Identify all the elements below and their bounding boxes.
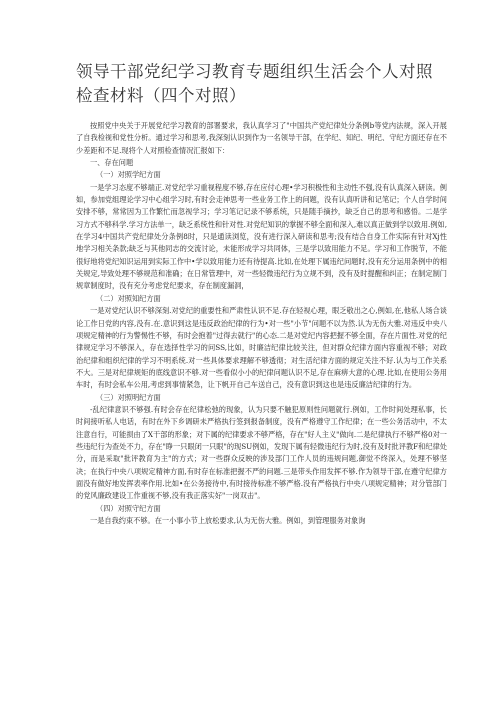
document-title: 领导干部党纪学习教育专题组织生活会个人对照检查材料（四个对照） (76, 62, 433, 105)
intro-paragraph: 按照党中央关于开展党纪学习教育的部署要求，我认真学习了"中国共产党纪律处分条例b等党内法规，深入开展了自我检视和党性分析。通过学习和思考,我深刻认识到作为一名领导干部，在学纪、知纪、明纪、守纪方面还存在不少差距和不足.现将个人对照检查情况汇报如下： (76, 121, 447, 155)
understanding-paragraph: -乱纪律意识不够强.有时会存在纪律松弛的现象，认为只要不触犯原则性问题就行.例如，工作时间处理私事，长时间接听私人电话，有时在外下乡调研未严格执行签到报备制度，没有严格遵守工作纪律；在一些公务活动中，不太注意自行，可能损由了X干部的形象；对下属的纪律要求不够严格，存在"好人主义"做向.二是纪律执行不够严格0对一些违纪行为查处不力，存在"睁一只眼闭一只眼"的现SU例如，发现下属有轻微违纪行为时,没有及时批评教F和纪律处分，而是采取"批评教育为主"的方式；对一些群众反映的涉及部门工作人员的违规问题,御觉不终深入，处理不够坚决；在执行中央八项规定精神方面,有时存在标准把握不严的问题.三是带头作用发挥不够.作为领导干部,在遵守纪律方面没有做好地发挥表率作用.比如•在公务接待中,有时接待标准不够严格.没有严格执行中央八项规定精神；对分管部门的党风廉政建设工作重视不够,没有我正落实好"一岗双击"。 (76, 404, 447, 501)
subsection-heading-observing: （四）对照守纪方面 (96, 503, 161, 513)
observing-paragraph: 一是自我约束不够。在一小事小节上放松要求,认为无伤大雅。例如，到管理服务对象询 (90, 516, 366, 525)
learning-paragraph: 一是学习态度不够端正.对党纪学习重视程度不够,存在应付心理•学习积极性和主动性不强,没有认真深入研读。例如，参加党组理论学习中心组学习时,有时会走神思考一些业务工作上的问题，没有认真听讲和记笔记；个人自学时间安排不够，常常因为工作繁忙而忽视学习；学习笔记记录不够系统，只是随手摘抄，缺乏自己的思考和感悟。二是学习方式不够科学.学习方法单一，缺乏系统性和针对性.对党纪知识的掌握不够全面和深入,难以真正做到学以致用.例如,在学习4中国共产党纪律处分条例8时，只是通读浏览，没有进行深入研读和思考;没有结合自身工作实际有针对Xj性地学习相关条款;缺乏与其他同志的交流讨论，未能形成学习共同体，三是学以致用能力不足。学习和工作脱节，不能很好地将党纪知识运用到实际工作中•学以致用能力还有待提高.比如,在处理下属违纪问题时,没有充分运用条例中的相关规定,导致处理不够规范和准确；在日常管理中，对一些轻微违纪行为立规不到，没有及时提醒和纠正；在制定制门规章制度时，没有充分考虑党纪要求，存在制度漏洞， (76, 182, 447, 291)
knowing-paragraph: 一是对党纪认识不够深刻.对党纪的重要性和严肃性认识不足.存在轻视心理，眼乏敬出之心,例如,在,他私人场合谈论工作日党的内容,没有.在.意识到这是违反政治纪律的行为•对一些"小节"问题不以为然.认为无伤大雅.对违反中央八项规定精神的行为警惕性不够，有时会抱着"过得去就行"的心态.二是对党纪内容把握不够全面，存在片面性.对党的纪律规定学习不够深入，存在选择性学习的问SS,比如，时廉洁纪律比较关注，但对群众纪律方面内容重视不够；对政治纪律和组织纪律的学习不明系统.对一些具体要求理解不够透彻；对生活纪律方面的规定关注不好.认为与工作关系不大。三是对纪律规矩的底线意识不够.对一些看似小小的纪律问题认识不足,存在麻痹大意的心理.比如,在使用公务用车时，有时会私车公用,考虑到事情紧急，让下帆开自己车送自己，没有意识到这也是违反廉洁纪律的行为。 (76, 306, 447, 390)
section-heading-problems: 一、存在问题 (90, 158, 134, 168)
subsection-heading-knowing: （二）对照知纪方面 (96, 293, 161, 303)
subsection-heading-learning: （一）对照学纪方面 (96, 170, 161, 180)
subsection-heading-understanding: （三）对照明纪方面 (96, 392, 161, 402)
document-body (76, 120, 447, 527)
